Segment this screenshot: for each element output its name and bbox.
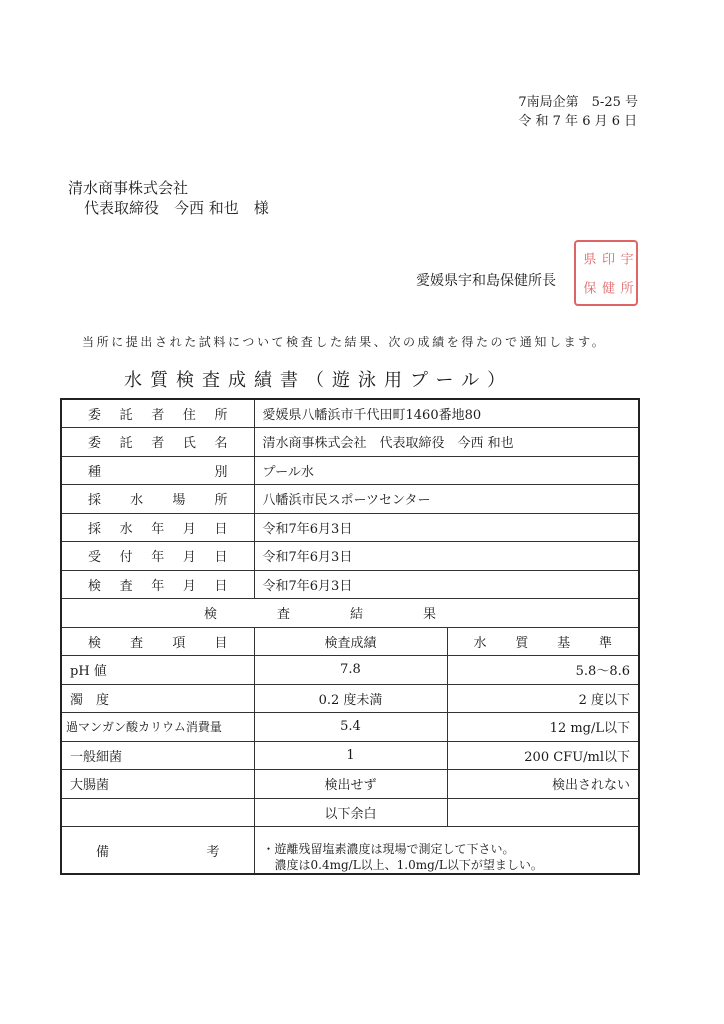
remarks-text: [254, 827, 639, 875]
info-value: 令和7年6月3日: [254, 542, 639, 571]
col-header-item: 検査項目: [61, 627, 254, 656]
remarks-label: 備考: [61, 827, 254, 875]
page-title: 水質検査成績書（遊泳用プール）: [124, 370, 514, 391]
info-label: 受付年月日: [61, 542, 254, 571]
info-value: プール水: [254, 456, 639, 485]
result-item: 一般細菌: [61, 741, 254, 770]
results-header: 検査結果: [61, 599, 639, 628]
issuer: 愛媛県宇和島保健所長: [416, 273, 556, 289]
result-row: [61, 713, 639, 742]
result-item: 濁 度: [61, 684, 254, 713]
info-value: 令和7年6月3日: [254, 570, 639, 599]
info-value: 八幡浜市民スポーツセンター: [254, 485, 639, 514]
result-row: [61, 770, 639, 799]
result-row: [61, 684, 639, 713]
result-standard: [447, 798, 639, 827]
remarks-line-1: ・遊離残留塩素濃度は現場で測定して下さい。: [262, 842, 515, 856]
info-row: [61, 513, 639, 542]
info-label: 種 別: [61, 456, 254, 485]
result-item: pH 値: [61, 656, 254, 685]
addressee: [68, 178, 269, 218]
document-number: [518, 93, 638, 131]
results-header-row: [61, 599, 639, 628]
info-label: 委託者氏名: [61, 428, 254, 457]
result-row: [61, 798, 639, 827]
result-row: [61, 741, 639, 770]
official-seal-icon: 県 印 宇 保 健 所: [574, 240, 638, 306]
info-value: 愛媛県八幡浜市千代田町1460番地80: [254, 399, 639, 428]
result-value: 7.8: [254, 656, 447, 685]
result-item: [61, 798, 254, 827]
info-row: [61, 428, 639, 457]
result-value: 0.2 度未満: [254, 684, 447, 713]
addressee-company: 清水商事株式会社: [68, 179, 189, 197]
result-standard: 5.8～8.6: [447, 656, 639, 685]
remarks-line-2: 濃度は0.4mg/L以上、1.0mg/L以下が望ましい。: [274, 858, 543, 872]
result-value: 以下余白: [254, 798, 447, 827]
doc-number-line: 7南局企第 5-25 号: [518, 95, 638, 110]
result-value: 5.4: [254, 713, 447, 742]
info-label: 委託者住所: [61, 399, 254, 428]
result-value: 検出せず: [254, 770, 447, 799]
info-row: [61, 485, 639, 514]
info-label: 検査年月日: [61, 570, 254, 599]
addressee-person: 代表取締役 今西 和也 様: [84, 199, 269, 217]
result-standard: 200 CFU/ml以下: [447, 741, 639, 770]
result-standard: 検出されない: [447, 770, 639, 799]
result-item: 過マンガン酸カリウム消費量: [61, 713, 254, 742]
info-row: [61, 542, 639, 571]
remarks-row: [61, 827, 639, 875]
info-value: 清水商事株式会社 代表取締役 今西 和也: [254, 428, 639, 457]
inspection-table: [60, 398, 640, 875]
info-row: [61, 399, 639, 428]
column-header-row: [61, 627, 639, 656]
info-row: [61, 456, 639, 485]
info-label: 採水場所: [61, 485, 254, 514]
result-standard: 12 mg/L以下: [447, 713, 639, 742]
doc-date: 令 和 7 年 6 月 6 日: [518, 114, 638, 129]
info-row: [61, 570, 639, 599]
result-value: 1: [254, 741, 447, 770]
info-value: 令和7年6月3日: [254, 513, 639, 542]
info-label: 採水年月日: [61, 513, 254, 542]
col-header-result: 検査成績: [254, 627, 447, 656]
col-header-standard: 水質基準: [447, 627, 639, 656]
result-standard: 2 度以下: [447, 684, 639, 713]
intro-text: 当所に提出された試料について検査した結果、次の成績を得たので通知します。: [82, 335, 607, 349]
result-row: [61, 656, 639, 685]
result-item: 大腸菌: [61, 770, 254, 799]
